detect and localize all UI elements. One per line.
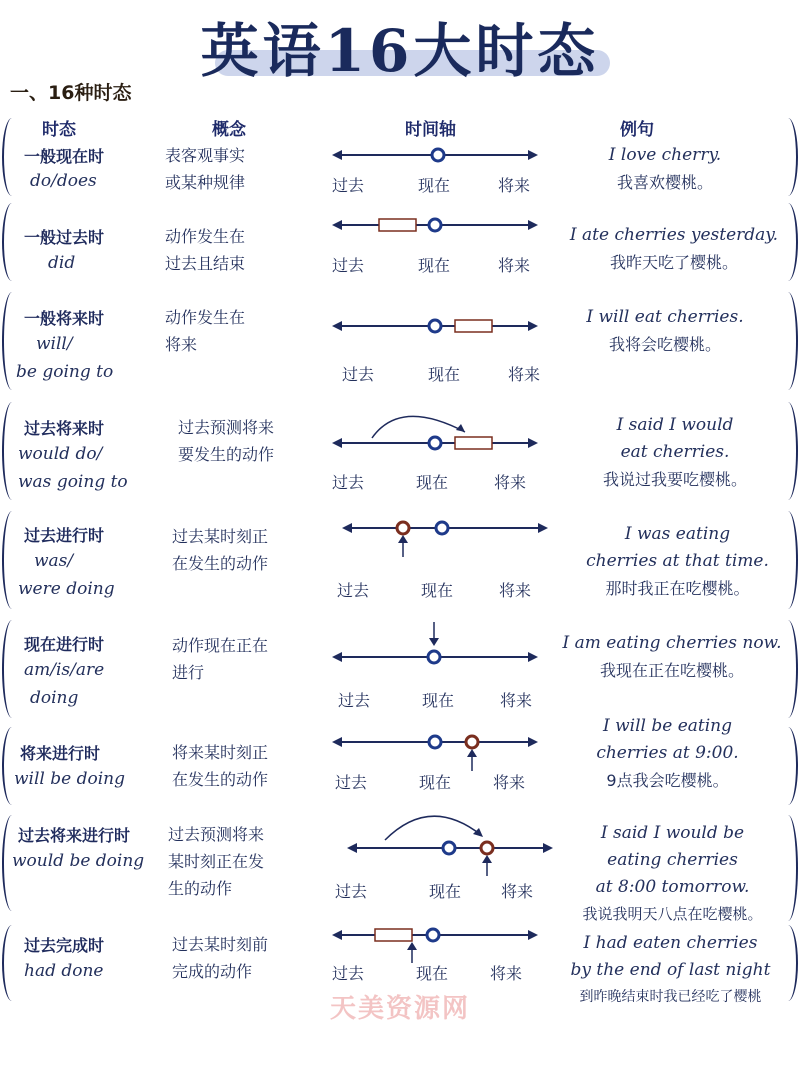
example-en: I love cherry. <box>608 145 722 165</box>
label-now: 现在 <box>422 691 455 710</box>
concept-line: 动作发生在 <box>165 308 246 327</box>
tense-name: 将来进行时 <box>20 744 101 763</box>
concept-line: 动作现在正在 <box>172 636 269 655</box>
now-point <box>429 219 441 231</box>
future-moment-point <box>466 736 478 748</box>
now-point <box>429 437 441 449</box>
concept-line: 过去某时刻正 <box>172 527 269 546</box>
timeline-arrow-left <box>332 438 342 448</box>
label-past: 过去 <box>342 365 375 384</box>
tense-form: doing <box>30 688 79 708</box>
tense-row <box>0 402 800 502</box>
projection-arc <box>385 816 481 840</box>
timeline <box>330 317 540 337</box>
example-zh: 我说过我要吃樱桃。 <box>602 470 747 489</box>
example-en: I am eating cherries now. <box>562 633 782 653</box>
example-en: I said I would <box>616 415 734 435</box>
tense-form: was/ <box>34 551 74 571</box>
timeline-arrow-right <box>528 737 538 747</box>
label-now: 现在 <box>419 773 452 792</box>
section-heading: 一、16种时态 <box>10 82 132 104</box>
tense-row <box>0 620 800 720</box>
label-past: 过去 <box>338 691 371 710</box>
now-point <box>436 522 448 534</box>
now-point <box>428 651 440 663</box>
concept-line: 完成的动作 <box>172 962 253 981</box>
timeline-labels <box>333 770 543 790</box>
tense-name: 过去完成时 <box>24 936 105 955</box>
concept-line: 表客观事实 <box>165 146 246 165</box>
concept-text <box>165 223 305 277</box>
header-example: 例句 <box>620 120 654 140</box>
right-bracket <box>778 727 798 805</box>
concept-text <box>172 931 312 985</box>
moment-marker-head <box>407 942 417 950</box>
example-en: by the end of last night <box>570 960 771 980</box>
tense-form: do/does <box>30 171 97 191</box>
concept-line: 过去某时刻前 <box>172 935 269 954</box>
future-period <box>455 437 492 449</box>
concept-text <box>178 414 318 468</box>
moment-marker-head <box>482 855 492 863</box>
tense-form: would do/ <box>18 444 103 464</box>
right-bracket <box>778 402 798 500</box>
concept-line: 过去预测将来 <box>168 825 265 844</box>
example-zh: 我喜欢樱桃。 <box>616 173 713 192</box>
right-bracket <box>778 118 798 196</box>
label-future: 将来 <box>501 882 534 901</box>
timeline-arrow-right <box>528 438 538 448</box>
timeline <box>340 519 550 561</box>
timeline-arrow-left <box>332 652 342 662</box>
now-point <box>427 929 439 941</box>
example-zh: 到昨晚结束时我已经吃了樱桃 <box>579 989 762 1005</box>
example-sentence <box>556 222 792 276</box>
tense-form: would be doing <box>12 851 145 871</box>
past-period <box>379 219 416 231</box>
tense-form: be going to <box>16 362 114 382</box>
tense-row <box>0 815 800 925</box>
label-future: 将来 <box>500 691 533 710</box>
example-en: cherries at 9:00. <box>596 743 739 763</box>
example-en: I had eaten cherries <box>583 933 758 953</box>
concept-line: 动作发生在 <box>165 227 246 246</box>
timeline-arrow-right <box>528 220 538 230</box>
example-en: I was eating <box>624 524 731 544</box>
label-now: 现在 <box>429 882 462 901</box>
example-en: I said I would be <box>600 823 745 843</box>
example-zh: 9点我会吃樱桃。 <box>606 771 729 790</box>
tense-form: was going to <box>18 472 128 492</box>
right-bracket <box>778 292 798 390</box>
moment-marker-head <box>398 535 408 543</box>
timeline <box>330 733 540 775</box>
tense-name: 一般过去时 <box>24 228 105 247</box>
tense-form: will be doing <box>14 769 125 789</box>
example-en: I will eat cherries. <box>586 307 744 327</box>
timeline-arrow-left <box>332 321 342 331</box>
timeline-labels <box>340 362 550 382</box>
label-now: 现在 <box>418 256 451 275</box>
tense-form: did <box>48 253 76 273</box>
concept-text <box>165 142 305 196</box>
tense-row <box>0 203 800 283</box>
now-point <box>429 736 441 748</box>
label-past: 过去 <box>337 581 370 600</box>
example-sentence <box>560 304 770 358</box>
example-en: I ate cherries yesterday. <box>569 225 779 245</box>
title-area <box>0 0 800 90</box>
timeline-labels <box>336 688 546 708</box>
example-zh: 那时我正在吃樱桃。 <box>605 579 750 598</box>
example-sentence <box>555 820 790 928</box>
watermark: 天美资源网 <box>329 994 470 1024</box>
concept-line: 要发生的动作 <box>178 445 275 464</box>
example-en: cherries at that time. <box>586 551 769 571</box>
concept-line: 在发生的动作 <box>172 554 269 573</box>
timeline <box>330 925 540 965</box>
timeline-arrow-right <box>528 321 538 331</box>
timeline-arrow-right <box>528 930 538 940</box>
label-future: 将来 <box>498 256 531 275</box>
concept-line: 在发生的动作 <box>172 770 269 789</box>
timeline-labels <box>330 961 540 981</box>
tense-row <box>0 292 800 392</box>
now-marker-head <box>429 638 439 646</box>
now-point <box>429 320 441 332</box>
tense-row <box>0 716 800 807</box>
timeline-labels <box>330 470 540 490</box>
past-moment-point <box>397 522 409 534</box>
left-bracket <box>2 620 22 718</box>
example-sentence <box>560 142 770 196</box>
header-tense: 时态 <box>42 120 76 140</box>
label-past: 过去 <box>332 473 365 492</box>
timeline <box>330 146 540 166</box>
tense-name: 过去将来进行时 <box>18 826 131 845</box>
label-now: 现在 <box>428 365 461 384</box>
left-bracket <box>2 118 22 196</box>
now-point <box>443 842 455 854</box>
timeline-arrow-left <box>347 843 357 853</box>
future-moment-point <box>481 842 493 854</box>
header-concept: 概念 <box>212 120 246 140</box>
timeline-labels <box>330 173 540 193</box>
timeline-arrow-right <box>528 652 538 662</box>
timeline-arrow-left <box>332 737 342 747</box>
label-now: 现在 <box>418 176 451 195</box>
example-sentence <box>565 713 770 794</box>
label-future: 将来 <box>499 581 532 600</box>
concept-line: 将来 <box>165 335 198 354</box>
header-timeline: 时间轴 <box>405 120 456 140</box>
label-past: 过去 <box>335 882 368 901</box>
future-period <box>455 320 492 332</box>
label-past: 过去 <box>332 964 365 983</box>
concept-line: 进行 <box>172 663 205 682</box>
tense-name: 一般将来时 <box>24 309 105 328</box>
concept-line: 过去且结束 <box>165 254 246 273</box>
concept-line: 过去预测将来 <box>178 418 275 437</box>
label-now: 现在 <box>416 473 449 492</box>
label-past: 过去 <box>332 256 365 275</box>
label-now: 现在 <box>416 964 449 983</box>
example-sentence <box>575 412 775 493</box>
concept-line: 或某种规律 <box>165 173 246 192</box>
tense-name: 过去将来时 <box>24 419 105 438</box>
concept-text <box>172 523 312 577</box>
tense-name: 现在进行时 <box>24 635 105 654</box>
timeline-arrow-right <box>543 843 553 853</box>
timeline-arrow-left <box>332 150 342 160</box>
example-sentence <box>570 521 785 602</box>
tense-form: were doing <box>18 579 115 599</box>
tense-form: had done <box>24 961 104 981</box>
label-future: 将来 <box>493 773 526 792</box>
concept-text <box>168 821 308 902</box>
timeline-arrow-left <box>332 930 342 940</box>
moment-marker-head <box>467 749 477 757</box>
label-future: 将来 <box>494 473 527 492</box>
tense-name: 过去进行时 <box>24 526 105 545</box>
concept-text <box>172 632 312 686</box>
timeline-arrow-right <box>528 150 538 160</box>
example-zh: 我昨天吃了樱桃。 <box>609 253 738 272</box>
tense-form: am/is/are <box>24 660 105 680</box>
label-future: 将来 <box>490 964 523 983</box>
label-past: 过去 <box>332 176 365 195</box>
label-now: 现在 <box>421 581 454 600</box>
concept-text <box>165 304 305 358</box>
example-en: eating cherries <box>607 850 738 870</box>
label-past: 过去 <box>335 773 368 792</box>
concept-line: 生的动作 <box>168 879 233 898</box>
tense-row <box>0 511 800 611</box>
concept-line: 某时刻正在发 <box>168 852 265 871</box>
timeline-labels <box>335 578 545 598</box>
label-future: 将来 <box>508 365 541 384</box>
concept-line: 将来某时刻正 <box>172 743 269 762</box>
example-sentence <box>552 630 792 684</box>
timeline <box>330 404 540 454</box>
now-point <box>432 149 444 161</box>
tense-name: 一般现在时 <box>24 147 105 166</box>
timeline-arrow-left <box>342 523 352 533</box>
left-bracket <box>2 727 22 805</box>
example-zh: 我现在正在吃樱桃。 <box>599 661 744 680</box>
left-bracket <box>2 203 22 281</box>
timeline <box>330 216 540 236</box>
timeline-arrow-right <box>538 523 548 533</box>
concept-text <box>172 739 312 793</box>
example-en: I will be eating <box>602 716 733 736</box>
tense-row <box>0 118 800 198</box>
timeline-labels <box>333 879 543 899</box>
example-zh: 我将会吃樱桃。 <box>608 335 721 354</box>
example-en: at 8:00 tomorrow. <box>595 877 750 897</box>
page-title: 英语16大时态 <box>200 17 600 85</box>
tense-form: will/ <box>36 334 73 354</box>
example-zh: 我说我明天八点在吃樱桃。 <box>582 905 763 923</box>
timeline <box>345 810 555 880</box>
label-future: 将来 <box>498 176 531 195</box>
projection-arc <box>372 416 465 438</box>
timeline <box>330 620 540 670</box>
past-period <box>375 929 412 941</box>
timeline-arrow-left <box>332 220 342 230</box>
example-en: eat cherries. <box>620 442 730 462</box>
timeline-labels <box>330 253 540 273</box>
